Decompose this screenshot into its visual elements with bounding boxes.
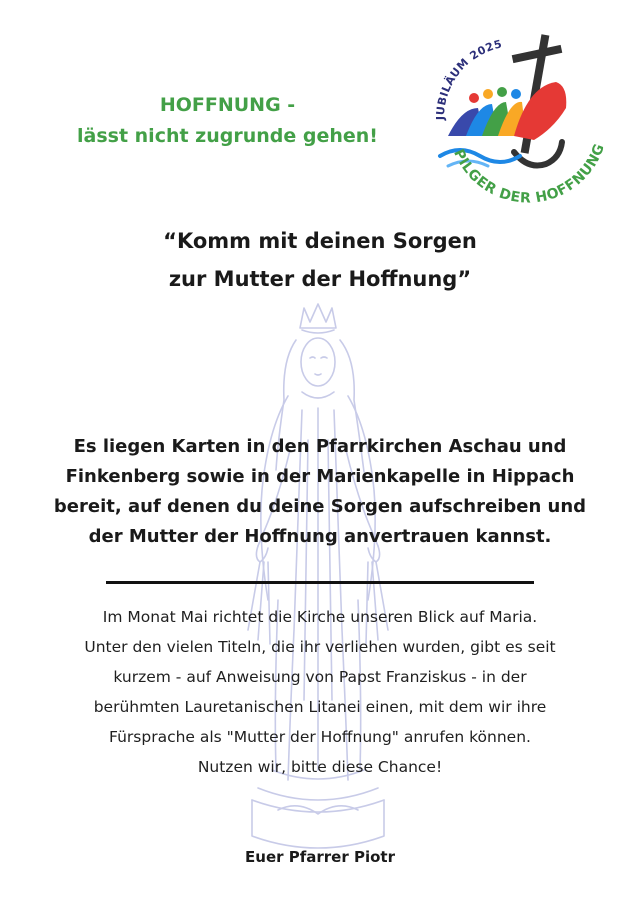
body-line: Fürsprache als "Mutter der Hoffnung" anrufen können. [109,728,531,746]
jubilee-2025-logo [418,24,618,220]
signature: Euer Pfarrer Piotr [245,848,395,866]
headline-line-1: “Komm mit deinen Sorgen [163,229,477,253]
body-paragraph [0,602,640,782]
body-line: Im Monat Mai richtet die Kirche unseren Blick auf Maria. [102,608,538,626]
motto-line-2: lässt nicht zugrunde gehen! [77,125,378,147]
virgin-mary-statue-icon [218,300,418,880]
headline-line-2: zur Mutter der Hoffnung” [168,267,472,291]
svg-text:JUBILÄUM 2025: JUBILÄUM 2025 [433,37,504,121]
body-line: berühmten Lauretanischen Litanei einen, mit dem wir ihre [93,698,547,716]
headline [0,222,640,298]
cards-notice-line: Es liegen Karten in den Pfarrkirchen Aschau und [73,436,567,457]
divider-rule [106,581,534,584]
body-line: Unter den vielen Titeln, die ihr verliehen wurden, gibt es seit [84,638,556,656]
cards-notice [0,432,640,552]
cards-notice-line: bereit, auf denen du deine Sorgen aufschreiben und [53,496,587,517]
motto [30,90,425,152]
body-line: Nutzen wir, bitte diese Chance! [197,758,443,776]
svg-text:PILGER DER HOFFNUNG: PILGER DER HOFFNUNG [450,141,609,207]
cards-notice-line: der Mutter der Hoffnung anvertrauen kannst. [88,526,552,547]
motto-line-1: HOFFNUNG - [159,94,296,116]
body-line: kurzem - auf Anweisung von Papst Franziskus - in der [113,668,527,686]
cards-notice-line: Finkenberg sowie in der Marienkapelle in Hippach [65,466,575,487]
